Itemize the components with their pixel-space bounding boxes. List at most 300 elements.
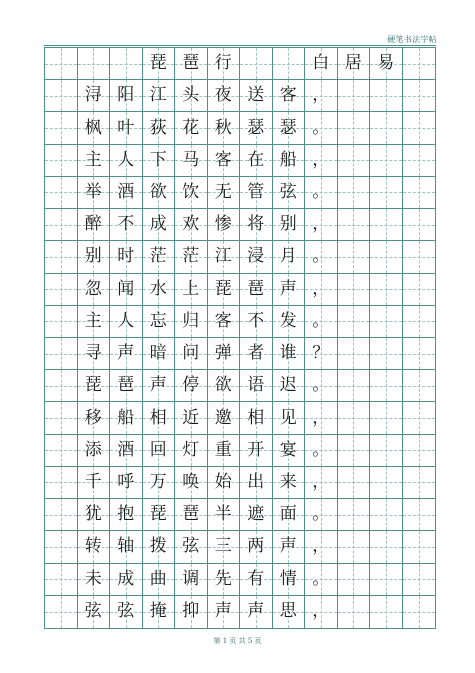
- character-cell: [45, 564, 78, 596]
- title-cell: [175, 48, 208, 80]
- character-cell: [78, 467, 111, 499]
- character-glyph: 声: [117, 343, 135, 364]
- character-cell: [45, 596, 78, 628]
- character-glyph: 别: [84, 246, 102, 267]
- character-glyph: 船: [279, 149, 297, 170]
- character-glyph: 声: [279, 536, 297, 557]
- character-cell: [110, 370, 143, 402]
- character-glyph: 宴: [279, 439, 297, 460]
- character-cell: [143, 370, 176, 402]
- character-glyph: 欲: [149, 181, 167, 202]
- character-cell: [240, 370, 273, 402]
- character-cell: [338, 499, 371, 531]
- title-cell: [45, 48, 78, 80]
- character-glyph: 声: [149, 375, 167, 396]
- character-cell: [208, 564, 241, 596]
- character-glyph: 船: [117, 407, 135, 428]
- character-glyph: 。: [312, 568, 330, 589]
- character-cell: [305, 177, 338, 209]
- character-glyph: 相: [247, 407, 265, 428]
- page-footer: 第 1 页 共 5 页: [213, 637, 262, 645]
- character-cell: [143, 209, 176, 241]
- character-cell: [338, 306, 371, 338]
- character-cell: [208, 531, 241, 563]
- character-cell: [45, 531, 78, 563]
- character-glyph: 情: [279, 568, 297, 589]
- character-cell: [45, 274, 78, 306]
- character-cell: [45, 145, 78, 177]
- character-cell: [403, 145, 436, 177]
- character-cell: [110, 274, 143, 306]
- character-glyph: 送: [247, 85, 265, 106]
- character-glyph: 声: [247, 601, 265, 622]
- character-cell: [110, 564, 143, 596]
- character-cell: [305, 467, 338, 499]
- character-cell: [143, 467, 176, 499]
- character-cell: [78, 112, 111, 144]
- character-cell: [45, 241, 78, 273]
- character-cell: [78, 338, 111, 370]
- character-cell: [370, 145, 403, 177]
- character-cell: [338, 241, 371, 273]
- character-cell: [370, 177, 403, 209]
- character-cell: [110, 112, 143, 144]
- character-glyph: 主: [84, 149, 102, 170]
- character-cell: [175, 209, 208, 241]
- character-cell: [110, 145, 143, 177]
- character-glyph: 荻: [149, 117, 167, 138]
- character-glyph: 欲: [214, 375, 232, 396]
- character-cell: [78, 596, 111, 628]
- character-glyph: 不: [117, 214, 135, 235]
- character-cell: [305, 80, 338, 112]
- character-cell: [175, 564, 208, 596]
- character-glyph: 犹: [84, 504, 102, 525]
- character-glyph: 茫: [182, 246, 200, 267]
- character-cell: [240, 306, 273, 338]
- character-cell: [403, 531, 436, 563]
- character-cell: [175, 435, 208, 467]
- character-cell: [78, 177, 111, 209]
- character-glyph: 头: [182, 85, 200, 106]
- character-cell: [403, 370, 436, 402]
- character-glyph: 万: [149, 471, 167, 492]
- character-glyph: 成: [117, 568, 135, 589]
- character-cell: [143, 564, 176, 596]
- character-glyph: 声: [279, 278, 297, 299]
- header-divider: [44, 45, 436, 46]
- character-cell: [338, 435, 371, 467]
- character-cell: [403, 80, 436, 112]
- character-glyph: 闻: [117, 278, 135, 299]
- character-glyph: 下: [149, 149, 167, 170]
- character-cell: [370, 112, 403, 144]
- character-glyph: 掩: [149, 601, 167, 622]
- character-glyph: 半: [214, 504, 232, 525]
- character-cell: [143, 596, 176, 628]
- character-cell: [273, 564, 306, 596]
- character-glyph: 始: [214, 471, 232, 492]
- character-glyph: 浸: [247, 246, 265, 267]
- character-cell: [175, 370, 208, 402]
- character-cell: [143, 112, 176, 144]
- character-glyph: 人: [117, 149, 135, 170]
- character-cell: [78, 499, 111, 531]
- character-glyph: 瑟: [247, 117, 265, 138]
- character-glyph: ，: [312, 536, 330, 557]
- character-cell: [370, 306, 403, 338]
- character-glyph: 人: [117, 310, 135, 331]
- character-glyph: 管: [247, 181, 265, 202]
- title-cell: [273, 48, 306, 80]
- character-cell: [403, 499, 436, 531]
- character-glyph: 近: [182, 407, 200, 428]
- character-cell: [403, 306, 436, 338]
- character-cell: [240, 531, 273, 563]
- character-glyph: 弦: [84, 601, 102, 622]
- character-cell: [240, 499, 273, 531]
- character-glyph: 来: [279, 471, 297, 492]
- character-glyph: 客: [214, 310, 232, 331]
- character-glyph: 有: [247, 568, 265, 589]
- character-cell: [110, 338, 143, 370]
- character-cell: [338, 209, 371, 241]
- character-cell: [208, 241, 241, 273]
- character-glyph: 添: [84, 439, 102, 460]
- character-cell: [78, 80, 111, 112]
- character-cell: [240, 241, 273, 273]
- character-cell: [208, 177, 241, 209]
- character-cell: [240, 145, 273, 177]
- character-glyph: 在: [247, 149, 265, 170]
- character-cell: [110, 177, 143, 209]
- character-cell: [403, 241, 436, 273]
- character-glyph: 主: [84, 310, 102, 331]
- character-glyph: 。: [312, 310, 330, 331]
- character-cell: [110, 80, 143, 112]
- character-cell: [208, 80, 241, 112]
- character-cell: [175, 112, 208, 144]
- character-glyph: 易: [377, 53, 395, 74]
- character-glyph: 琶: [117, 375, 135, 396]
- title-cell: [370, 48, 403, 80]
- character-glyph: 醉: [84, 214, 102, 235]
- character-cell: [305, 145, 338, 177]
- character-glyph: 出: [247, 471, 265, 492]
- character-cell: [338, 402, 371, 434]
- character-cell: [305, 241, 338, 273]
- character-cell: [240, 177, 273, 209]
- title-cell: [78, 48, 111, 80]
- character-cell: [45, 209, 78, 241]
- character-cell: [273, 112, 306, 144]
- character-glyph: 回: [149, 439, 167, 460]
- character-glyph: 转: [84, 536, 102, 557]
- character-cell: [175, 274, 208, 306]
- character-glyph: ，: [312, 149, 330, 170]
- character-cell: [338, 177, 371, 209]
- character-glyph: 曲: [149, 568, 167, 589]
- character-glyph: 忽: [84, 278, 102, 299]
- character-cell: [273, 338, 306, 370]
- character-glyph: 夜: [214, 85, 232, 106]
- character-glyph: 弦: [279, 181, 297, 202]
- character-glyph: 开: [247, 439, 265, 460]
- character-cell: [110, 402, 143, 434]
- character-glyph: 遮: [247, 504, 265, 525]
- character-cell: [175, 80, 208, 112]
- character-cell: [78, 435, 111, 467]
- character-glyph: 抑: [182, 601, 200, 622]
- character-cell: [370, 209, 403, 241]
- character-cell: [143, 338, 176, 370]
- character-cell: [370, 435, 403, 467]
- character-glyph: 不: [247, 310, 265, 331]
- character-glyph: 。: [312, 117, 330, 138]
- character-cell: [45, 80, 78, 112]
- character-cell: [305, 370, 338, 402]
- character-cell: [110, 209, 143, 241]
- character-cell: [45, 306, 78, 338]
- character-glyph: 月: [279, 246, 297, 267]
- character-glyph: ，: [312, 471, 330, 492]
- character-glyph: 轴: [117, 536, 135, 557]
- character-cell: [240, 209, 273, 241]
- character-cell: [175, 241, 208, 273]
- character-glyph: 寻: [84, 343, 102, 364]
- character-cell: [208, 499, 241, 531]
- character-cell: [78, 402, 111, 434]
- character-cell: [143, 531, 176, 563]
- character-cell: [403, 209, 436, 241]
- character-cell: [370, 564, 403, 596]
- character-cell: [208, 145, 241, 177]
- character-cell: [143, 435, 176, 467]
- title-cell: [110, 48, 143, 80]
- character-cell: [208, 112, 241, 144]
- character-cell: [45, 467, 78, 499]
- character-glyph: 琶: [182, 53, 200, 74]
- character-glyph: 。: [312, 181, 330, 202]
- character-cell: [45, 499, 78, 531]
- character-cell: [240, 402, 273, 434]
- character-cell: [273, 531, 306, 563]
- character-cell: [370, 402, 403, 434]
- character-cell: [240, 112, 273, 144]
- character-glyph: 琶: [247, 278, 265, 299]
- character-cell: [273, 596, 306, 628]
- title-cell: [240, 48, 273, 80]
- character-cell: [305, 531, 338, 563]
- character-cell: [273, 499, 306, 531]
- character-cell: [110, 241, 143, 273]
- character-cell: [240, 80, 273, 112]
- character-cell: [370, 467, 403, 499]
- character-glyph: 弹: [214, 343, 232, 364]
- character-glyph: 客: [214, 149, 232, 170]
- character-glyph: ？: [312, 343, 330, 364]
- practice-grid: [44, 47, 436, 629]
- character-glyph: 客: [279, 85, 297, 106]
- character-cell: [305, 112, 338, 144]
- character-cell: [78, 241, 111, 273]
- character-cell: [370, 499, 403, 531]
- character-cell: [338, 338, 371, 370]
- character-cell: [338, 145, 371, 177]
- character-glyph: 呼: [117, 471, 135, 492]
- character-glyph: 成: [149, 214, 167, 235]
- character-cell: [240, 338, 273, 370]
- character-cell: [45, 338, 78, 370]
- character-glyph: 江: [149, 85, 167, 106]
- character-glyph: 上: [182, 278, 200, 299]
- character-glyph: 语: [247, 375, 265, 396]
- character-glyph: 邀: [214, 407, 232, 428]
- page-title: 硬笔书法字帖: [387, 35, 437, 44]
- character-cell: [208, 274, 241, 306]
- character-cell: [208, 370, 241, 402]
- character-glyph: 灯: [182, 439, 200, 460]
- character-cell: [143, 241, 176, 273]
- character-glyph: 。: [312, 504, 330, 525]
- character-cell: [240, 564, 273, 596]
- character-cell: [208, 209, 241, 241]
- character-glyph: 先: [214, 568, 232, 589]
- character-cell: [403, 177, 436, 209]
- character-cell: [143, 402, 176, 434]
- character-cell: [273, 306, 306, 338]
- character-glyph: 阳: [117, 85, 135, 106]
- character-cell: [143, 80, 176, 112]
- character-glyph: 秋: [214, 117, 232, 138]
- character-cell: [273, 370, 306, 402]
- character-glyph: 抱: [117, 504, 135, 525]
- character-glyph: 。: [312, 375, 330, 396]
- character-cell: [305, 435, 338, 467]
- character-glyph: 者: [247, 343, 265, 364]
- character-glyph: 拨: [149, 536, 167, 557]
- character-cell: [338, 564, 371, 596]
- character-cell: [175, 596, 208, 628]
- character-glyph: 饮: [182, 181, 200, 202]
- character-cell: [403, 112, 436, 144]
- character-cell: [370, 370, 403, 402]
- character-cell: [338, 112, 371, 144]
- character-cell: [45, 435, 78, 467]
- character-cell: [305, 209, 338, 241]
- character-cell: [45, 177, 78, 209]
- character-cell: [273, 177, 306, 209]
- character-cell: [110, 435, 143, 467]
- character-cell: [110, 467, 143, 499]
- character-cell: [305, 402, 338, 434]
- character-cell: [175, 402, 208, 434]
- character-glyph: 无: [214, 181, 232, 202]
- character-glyph: 暗: [149, 343, 167, 364]
- character-glyph: 酒: [117, 181, 135, 202]
- character-cell: [175, 531, 208, 563]
- title-cell: [143, 48, 176, 80]
- character-glyph: 琵: [149, 504, 167, 525]
- character-glyph: 别: [279, 214, 297, 235]
- character-cell: [305, 564, 338, 596]
- character-glyph: ，: [312, 407, 330, 428]
- character-cell: [370, 596, 403, 628]
- character-cell: [273, 435, 306, 467]
- character-cell: [78, 564, 111, 596]
- title-cell: [305, 48, 338, 80]
- character-glyph: 发: [279, 310, 297, 331]
- character-cell: [78, 209, 111, 241]
- character-cell: [78, 274, 111, 306]
- character-cell: [208, 467, 241, 499]
- character-glyph: 将: [247, 214, 265, 235]
- character-cell: [403, 274, 436, 306]
- character-glyph: 。: [312, 246, 330, 267]
- character-glyph: 酒: [117, 439, 135, 460]
- character-glyph: 白: [312, 53, 330, 74]
- character-glyph: 瑟: [279, 117, 297, 138]
- character-cell: [240, 596, 273, 628]
- character-cell: [78, 531, 111, 563]
- character-cell: [143, 274, 176, 306]
- character-cell: [143, 145, 176, 177]
- character-glyph: 举: [84, 181, 102, 202]
- character-cell: [143, 499, 176, 531]
- character-glyph: 弦: [117, 601, 135, 622]
- character-cell: [78, 145, 111, 177]
- character-cell: [208, 402, 241, 434]
- character-glyph: ，: [312, 278, 330, 299]
- character-glyph: ，: [312, 214, 330, 235]
- character-cell: [78, 306, 111, 338]
- character-cell: [403, 596, 436, 628]
- character-cell: [240, 467, 273, 499]
- character-cell: [370, 274, 403, 306]
- character-cell: [208, 338, 241, 370]
- character-cell: [208, 306, 241, 338]
- character-glyph: ，: [312, 601, 330, 622]
- character-glyph: 相: [149, 407, 167, 428]
- character-cell: [305, 596, 338, 628]
- character-cell: [370, 531, 403, 563]
- character-glyph: 琵: [149, 53, 167, 74]
- character-cell: [305, 274, 338, 306]
- character-glyph: 唤: [182, 471, 200, 492]
- character-glyph: 琵: [214, 278, 232, 299]
- character-glyph: 惨: [214, 214, 232, 235]
- character-glyph: ，: [312, 85, 330, 106]
- character-glyph: 声: [214, 601, 232, 622]
- character-glyph: 见: [279, 407, 297, 428]
- character-glyph: 行: [214, 53, 232, 74]
- character-glyph: 两: [247, 536, 265, 557]
- character-cell: [403, 435, 436, 467]
- character-cell: [175, 145, 208, 177]
- character-glyph: 江: [214, 246, 232, 267]
- character-cell: [403, 564, 436, 596]
- character-cell: [175, 306, 208, 338]
- character-cell: [370, 338, 403, 370]
- character-cell: [338, 370, 371, 402]
- character-glyph: 迟: [279, 375, 297, 396]
- character-glyph: 问: [182, 343, 200, 364]
- character-cell: [338, 80, 371, 112]
- character-glyph: 忘: [149, 310, 167, 331]
- character-cell: [208, 596, 241, 628]
- character-cell: [273, 145, 306, 177]
- character-glyph: 浔: [84, 85, 102, 106]
